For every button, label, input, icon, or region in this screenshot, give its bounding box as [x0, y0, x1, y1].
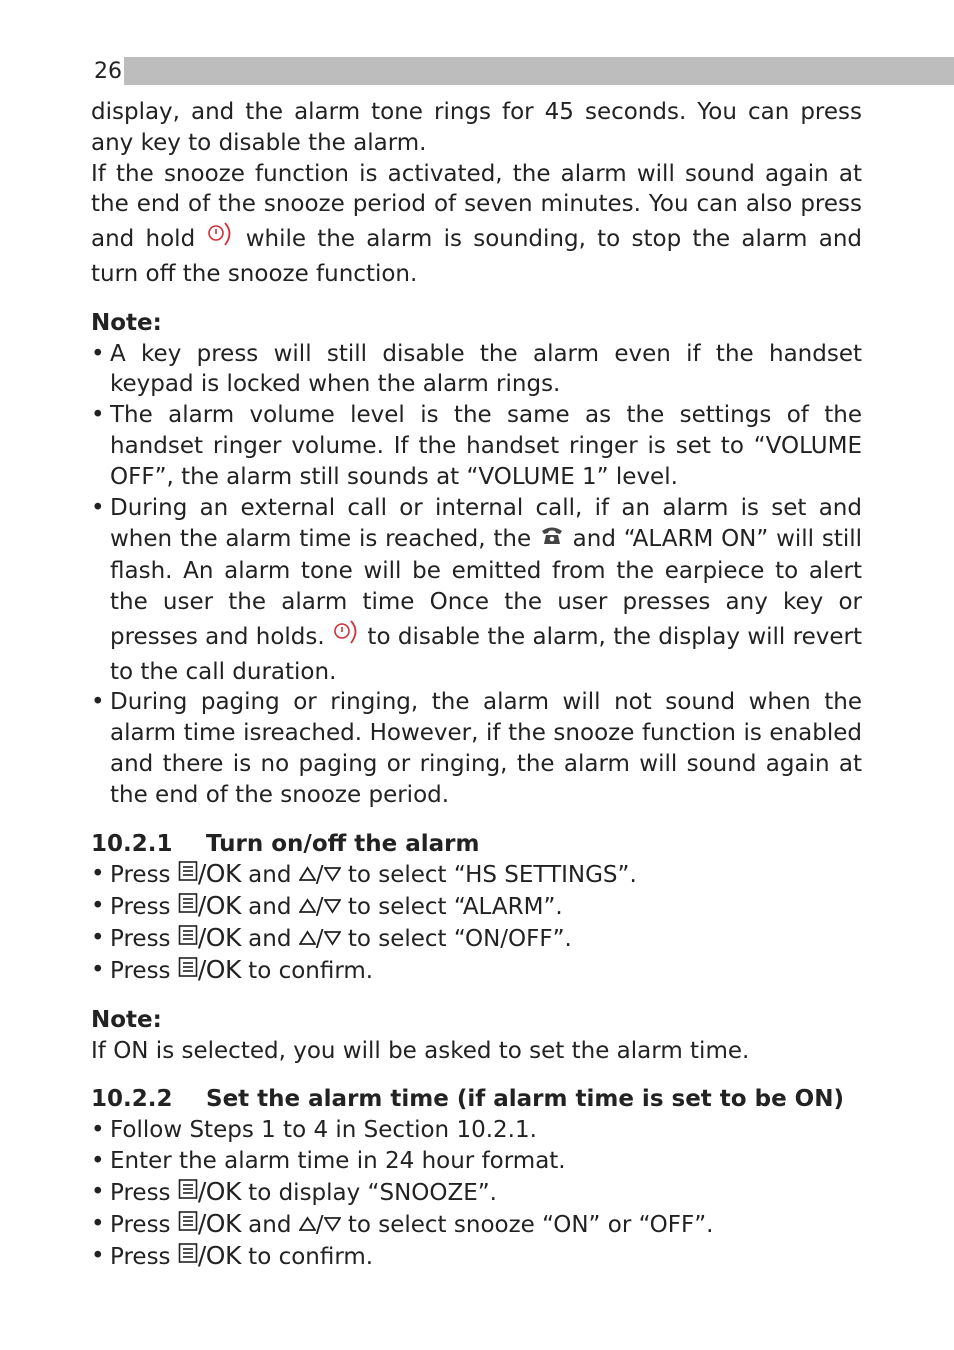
down-arrow-icon [324, 892, 341, 923]
steps-list [91, 1115, 862, 1272]
up-arrow-icon [299, 860, 316, 891]
list-item: • The alarm volume level is the same as the settings of the handset ringer volume. If the handset ringer is set to “VOLUME OFF”, the alarm still sounds at “VOLUME 1” level. [91, 400, 862, 492]
list-item: • Follow Steps 1 to 4 in Section 10.2.1. [91, 1115, 862, 1146]
list-item: • Press /OK and / to select snooze “ON” or “OFF”. [91, 1209, 862, 1241]
snooze-paragraph: If the snooze function is activated, the alarm will sound again at the end of the snooze period of seven minutes. You can also press and hold while the alarm is sounding, to stop the alarm and turn off the snooze function. [91, 160, 862, 287]
menu-icon [178, 1210, 198, 1241]
note-heading: Note: [91, 309, 162, 336]
page-content [91, 97, 862, 1273]
menu-icon [178, 1242, 198, 1273]
menu-icon [178, 956, 198, 987]
up-arrow-icon [299, 892, 316, 923]
section-heading-10-2-2: 10.2.2 Set the alarm time (if alarm time is set to be ON) [91, 1086, 844, 1113]
list-item: • Press /OK and / to select “ON/OFF”. [91, 923, 862, 955]
menu-ok-key: /OK [178, 894, 241, 920]
menu-ok-key: /OK [178, 1212, 241, 1238]
note-list [91, 339, 862, 811]
red-power-key-icon [206, 220, 234, 259]
list-item: • Press /OK and / to select “ALARM”. [91, 891, 862, 923]
menu-ok-key: /OK [178, 1180, 241, 1206]
page-number: 26 [94, 59, 122, 84]
menu-ok-key: /OK [178, 862, 241, 888]
down-arrow-icon [324, 924, 341, 955]
steps-list [91, 859, 862, 987]
phone-icon [539, 523, 565, 556]
down-arrow-icon [324, 1210, 341, 1241]
menu-ok-key: /OK [178, 958, 241, 984]
menu-icon [178, 892, 198, 923]
menu-icon [178, 924, 198, 955]
list-item: • Press /OK and / to select “HS SETTINGS”. [91, 859, 862, 891]
list-item: • During paging or ringing, the alarm will not sound when the alarm time isreached. However, if the snooze function is enabled and there is no paging or ringing, the alarm will sound again at the end of the snooze period. [91, 687, 862, 810]
menu-icon [178, 860, 198, 891]
menu-icon [178, 1178, 198, 1209]
list-item: • During an external call or internal call, if an alarm is set and when the alarm time is reached, the and “ALARM ON” will still flash. An alarm tone will be emitted from the earpiece to alert the user the alarm time Once the user presses any key or presses and holds. to disable the alarm, the display will revert to the call duration. [91, 493, 862, 688]
menu-ok-key: /OK [178, 926, 241, 952]
up-arrow-icon [299, 1210, 316, 1241]
list-item: • Press /OK to confirm. [91, 1241, 862, 1273]
note-heading: Note: [91, 1006, 162, 1033]
list-item: • Press /OK to confirm. [91, 955, 862, 987]
list-item: • A key press will still disable the alarm even if the handset keypad is locked when the alarm rings. [91, 339, 862, 401]
header-bar [92, 57, 954, 85]
red-power-key-icon [332, 618, 360, 657]
down-arrow-icon [324, 860, 341, 891]
list-item: • Enter the alarm time in 24 hour format. [91, 1146, 862, 1177]
menu-ok-key: /OK [178, 1244, 241, 1270]
list-item: • Press /OK to display “SNOOZE”. [91, 1177, 862, 1209]
up-arrow-icon [299, 924, 316, 955]
section-heading-10-2-1: 10.2.1 Turn on/off the alarm [91, 830, 480, 857]
intro-paragraph: display, and the alarm tone rings for 45 seconds. You can press any key to disable the alarm. [91, 99, 862, 156]
note-text: If ON is selected, you will be asked to set the alarm time. [91, 1037, 750, 1064]
